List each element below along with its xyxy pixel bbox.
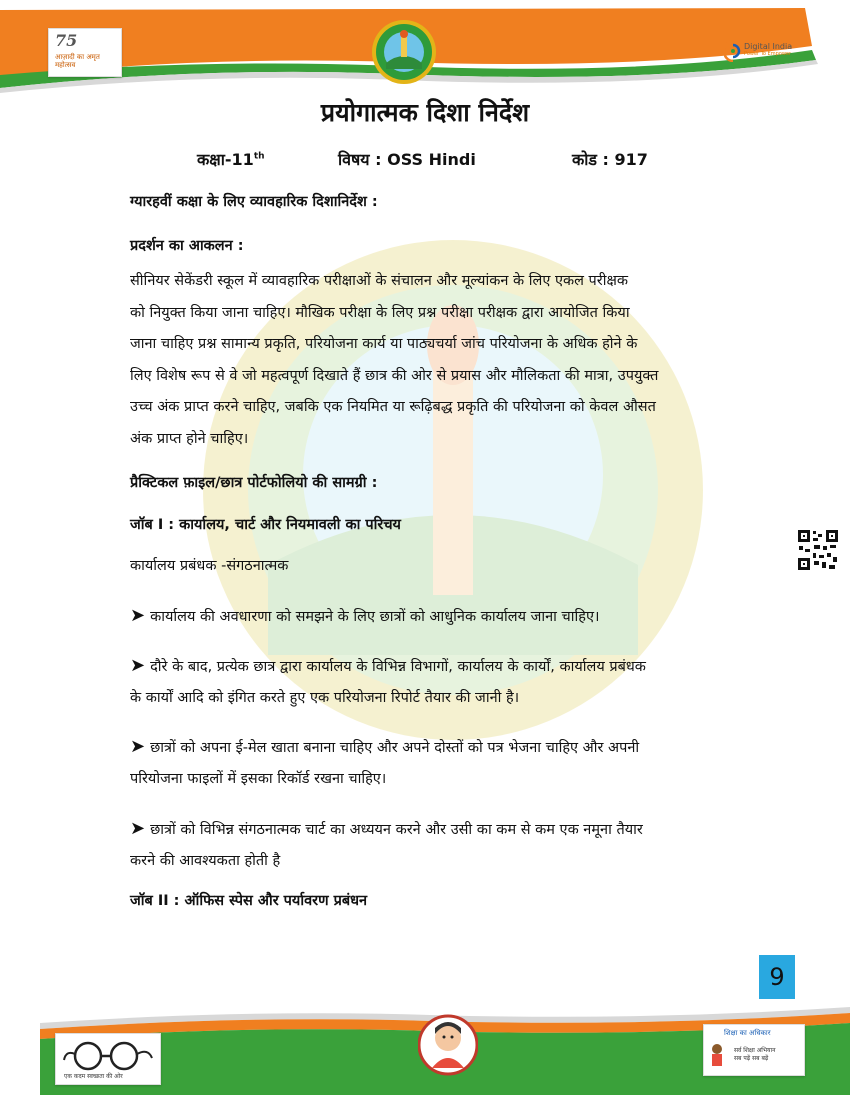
assessment-paragraph <box>130 266 720 455</box>
digital-india-logo <box>722 36 812 66</box>
logo-number: 75 <box>55 31 78 50</box>
digital-india-text: Digital India <box>744 42 793 51</box>
bullet-text: परियोजना फाइलों में इसका रिकॉर्ड रखना चाहिए। <box>130 771 387 787</box>
subject-label: विषय : OSS Hindi <box>338 150 476 169</box>
rte-title: शिक्षा का अधिकार <box>724 1029 771 1037</box>
arrow-bullet-icon: ➤ <box>130 655 146 676</box>
digital-india-icon <box>724 40 742 62</box>
bullet-item-1 <box>130 600 730 633</box>
bullet-item-3 <box>130 731 730 795</box>
bullet-text: दौरे के बाद, प्रत्येक छात्र द्वारा कार्यालय के विभिन्न विभागों, कार्यालय के कार्यों, कार्यालय प्रबंधक <box>150 659 646 675</box>
beti-bachao-logo-icon <box>418 1012 478 1078</box>
bullet-text: छात्रों को अपना ई-मेल खाता बनाना चाहिए और अपने दोस्तों को पत्र भेजना चाहिए और अपनी <box>150 740 640 756</box>
swachh-caption: एक कदम स्वच्छता की ओर <box>64 1073 123 1080</box>
qr-code-icon[interactable] <box>796 528 840 572</box>
heading-job-1: जॉब I : कार्यालय, चार्ट और नियमावली का परिचय <box>130 517 401 533</box>
heading-assessment: प्रदर्शन का आकलन : <box>130 238 244 254</box>
heading-practical-guidelines: ग्यारहवीं कक्षा के लिए व्यावहारिक दिशानिर्देश : <box>130 194 378 210</box>
paragraph-line: जाना चाहिए प्रश्न सामान्य प्रकृति, परियोजना कार्य या पाठ्यचर्या जांच परियोजना के अधिक होने के <box>130 336 638 352</box>
arrow-bullet-icon: ➤ <box>130 736 146 757</box>
heading-portfolio: प्रैक्टिकल फ़ाइल/छात्र पोर्टफोलियो की सामग्री : <box>130 475 378 491</box>
code-label: कोड : 917 <box>572 150 648 169</box>
digital-india-sub: Power To Empower <box>744 51 792 57</box>
paragraph-line: अंक प्राप्त होने चाहिए। <box>130 430 249 447</box>
right-to-education-logo <box>703 1024 805 1076</box>
paragraph-line: सीनियर सेकेंडरी स्कूल में व्यावहारिक परीक्षाओं के संचालन और मूल्यांकन के लिए एकल परीक्षक <box>130 273 629 289</box>
logo-text: आज़ादी का अमृत महोत्सव <box>55 53 100 69</box>
class-label <box>197 148 265 170</box>
class-text: कक्षा-11 <box>197 150 254 169</box>
arrow-bullet-icon: ➤ <box>130 818 146 839</box>
paragraph-line: लिए विशेष रूप से वे जो महत्वपूर्ण दिखाते हैं छात्र की ओर से प्रयास और मौलिकता की मात्रा, उपयुक्त <box>130 367 659 384</box>
bullet-text: करने की आवश्यकता होती है <box>130 853 281 869</box>
class-superscript: th <box>253 151 265 162</box>
paragraph-line: उच्च अंक प्राप्त करने चाहिए, जबकि एक नियमित या रूढ़िबद्ध प्रकृति की परियोजना को केवल औसत <box>130 399 656 415</box>
page-number: 9 <box>759 955 795 999</box>
bullet-text: कार्यालय की अवधारणा को समझने के लिए छात्रों को आधुनिक कार्यालय जाना चाहिए। <box>150 609 600 625</box>
rte-sub-line-1: सर्व शिक्षा अभियान <box>734 1047 776 1054</box>
rte-subtitle <box>734 1047 775 1063</box>
paragraph-line: को नियुक्त किया जाना चाहिए। मौखिक परीक्षा के लिए प्रश्न परीक्षा परीक्षक द्वारा आयोजित किया <box>130 304 630 321</box>
arrow-bullet-icon: ➤ <box>130 605 146 626</box>
bullet-item-2 <box>130 650 730 714</box>
azadi-ka-amrit-mahotsav-logo <box>48 28 122 77</box>
bullet-item-4 <box>130 813 730 877</box>
child-icon <box>707 1043 727 1071</box>
bullet-text: के कार्यों आदि को इंगित करते हुए एक परियोजना रिपोर्ट तैयार की जानी है। <box>130 690 520 706</box>
document-title: प्रयोगात्मक दिशा निर्देश <box>320 98 530 127</box>
board-seal-icon <box>371 19 437 85</box>
heading-job-2: जॉब II : ऑफिस स्पेस और पर्यावरण प्रबंधन <box>130 893 368 909</box>
rte-sub-line-2: सब पढ़ें सब बढ़ें <box>734 1055 769 1062</box>
bullet-text: छात्रों को विभिन्न संगठनात्मक चार्ट का अध्ययन करने और उसी का कम से कम एक नमूना तैयार <box>150 822 643 838</box>
job-1-subheading: कार्यालय प्रबंधक -संगठनात्मक <box>130 558 289 574</box>
glasses-icon <box>62 1040 154 1072</box>
swachh-bharat-logo <box>55 1033 161 1085</box>
